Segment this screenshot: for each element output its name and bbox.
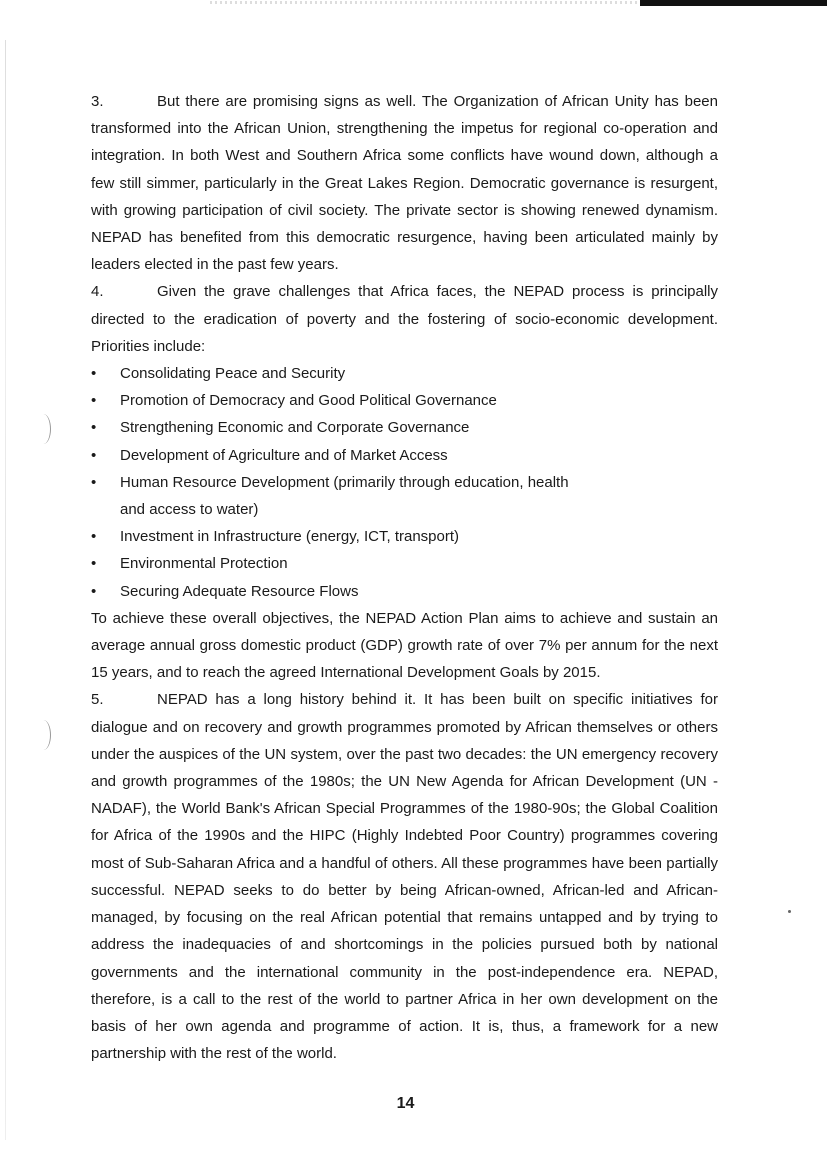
punch-hole-mark: [36, 720, 51, 750]
page-edge-line: [5, 40, 6, 1140]
list-item: • Investment in Infrastructure (energy, ICT, transport): [91, 523, 718, 550]
list-item: • Human Resource Development (primarily through education, health and access to water): [91, 469, 718, 523]
paragraph-4: [91, 278, 718, 360]
paragraph-text: NEPAD has a long history behind it. It has been built on specific initiatives for dialogue and on recovery and growth programmes promoted by African themselves or others under the auspices of the UN system, over the past two decades: the UN emergency recovery and growth programmes of the 1980s; the UN New Agenda for African Development (UN - NADAF), the World Bank's African Special Programmes of the 1980-90s; the Global Coalition for Africa of the 1990s and the HIPC (Highly Indebted Poor Country) programmes covering most of Sub-Saharan Africa and a handful of others. All these programmes have been partially successful. NEPAD seeks to do better by being African-owned, African-led and African-managed, by focusing on the real African potential that remains untapped and by trying to address the inadequacies of and shortcomings in the policies pursued both by national governments and the international community in the post-independence era. NEPAD, therefore, is a call to the rest of the world to partner Africa in her own development on the basis of her own agenda and programme of action. It is, thus, a framework for a new partnership with the rest of the world.: [91, 691, 718, 1063]
objectives-paragraph: To achieve these overall objectives, the NEPAD Action Plan aims to achieve and sustain an average annual gross domestic product (GDP) growth rate of over 7% per annum for the next 15 years, and to reach the agreed International Development Goals by 2015.: [91, 609, 718, 682]
list-item: • Environmental Protection: [91, 550, 718, 577]
list-item: • Consolidating Peace and Security: [91, 360, 718, 387]
scan-edge-bar: [640, 0, 827, 6]
list-item: • Development of Agriculture and of Market Access: [91, 442, 718, 469]
paragraph-3: [91, 88, 718, 278]
list-item: • Promotion of Democracy and Good Political Governance: [91, 387, 718, 414]
paragraph-text: Given the grave challenges that Africa faces, the NEPAD process is principally directed to the eradication of poverty and the fostering of socio-economic development. Priorities include:: [91, 283, 718, 355]
punch-hole-mark: [36, 414, 51, 444]
list-item: • Securing Adequate Resource Flows: [91, 578, 718, 605]
priorities-list: [91, 360, 718, 605]
list-item: • Strengthening Economic and Corporate Governance: [91, 414, 718, 441]
paragraph-5: [91, 686, 718, 1067]
document-body: [91, 88, 718, 1067]
scan-edge-noise: [210, 1, 640, 4]
paragraph-text: But there are promising signs as well. The Organization of African Unity has been transformed into the African Union, strengthening the impetus for regional co-operation and integration. In both West and Southern Africa some conflicts have wound down, although a few still simmer, particularly in the Great Lakes Region. Democratic governance is resurgent, with growing participation of civil society. The private sector is showing renewed dynamism. NEPAD has benefited from this democratic resurgence, having been articulated mainly by leaders elected in the past few years.: [91, 93, 718, 274]
page-number: 14: [396, 1095, 415, 1112]
scan-speck: [788, 910, 791, 913]
paragraph-number: 5.: [91, 691, 104, 709]
paragraph-number: 4.: [91, 283, 104, 301]
paragraph-number: 3.: [91, 93, 104, 110]
